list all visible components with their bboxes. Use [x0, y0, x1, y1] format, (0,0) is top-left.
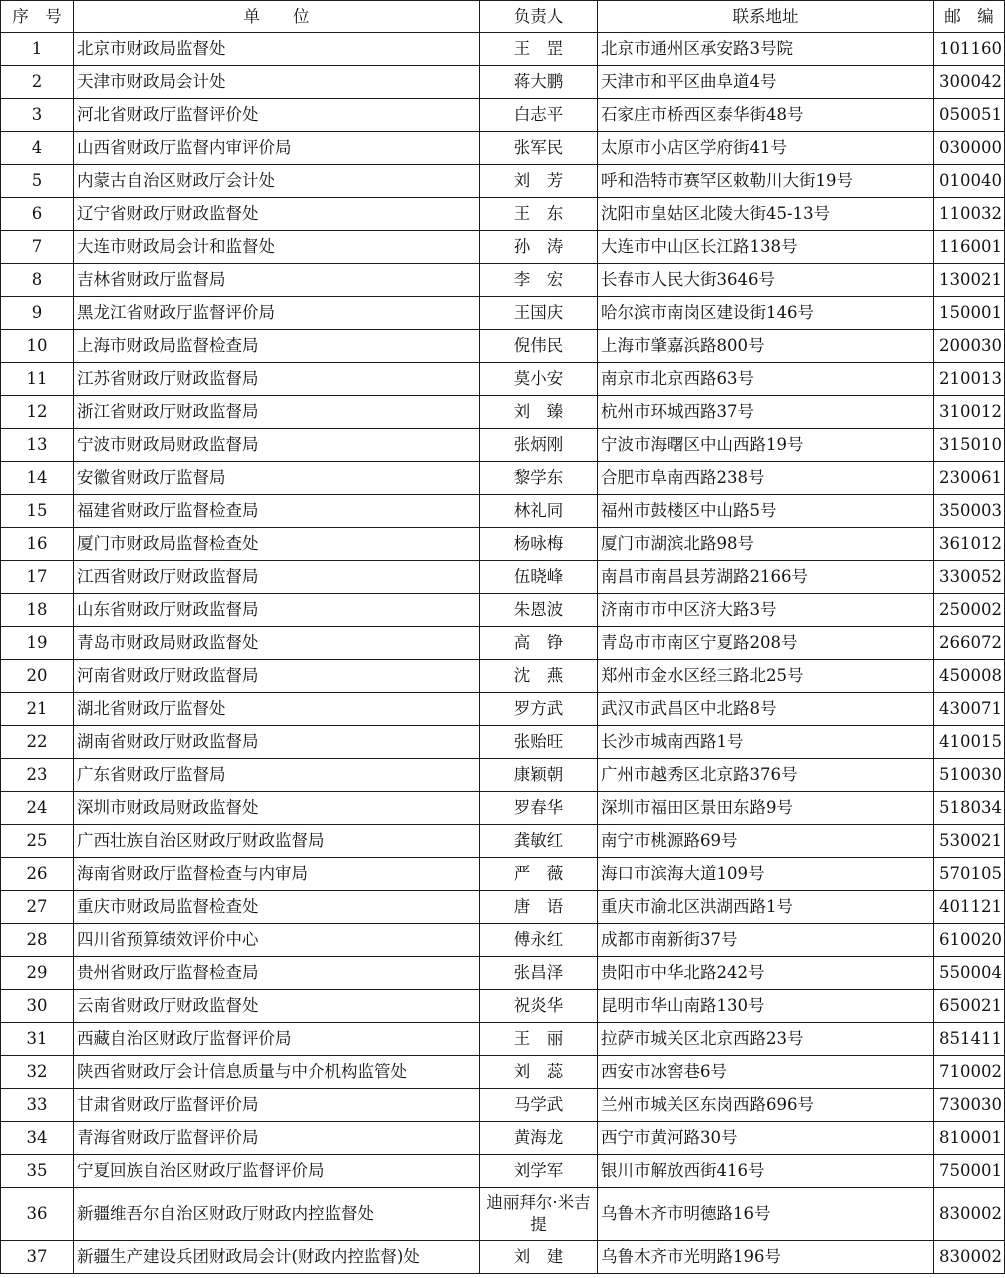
- row-person: 张军民: [480, 132, 598, 165]
- row-unit: 上海市财政局监督检查局: [74, 330, 480, 363]
- row-person: 蒋大鹏: [480, 66, 598, 99]
- table-row: [1, 396, 1005, 429]
- row-number: 1: [1, 33, 74, 66]
- row-unit: 青岛市财政局财政监督处: [74, 627, 480, 660]
- row-number: 26: [1, 858, 74, 891]
- table-row: [1, 693, 1005, 726]
- table-row: [1, 198, 1005, 231]
- table-row: [1, 528, 1005, 561]
- row-person: 张贻旺: [480, 726, 598, 759]
- table-row: [1, 1155, 1005, 1188]
- table-row: [1, 1023, 1005, 1056]
- row-unit: 河北省财政厅监督评价处: [74, 99, 480, 132]
- row-zip: 710002: [934, 1056, 1005, 1089]
- header-zip: 邮 编: [934, 1, 1005, 33]
- row-number: 29: [1, 957, 74, 990]
- row-zip: 518034: [934, 792, 1005, 825]
- row-person: 张昌泽: [480, 957, 598, 990]
- row-zip: 730030: [934, 1089, 1005, 1122]
- row-unit: 新疆生产建设兵团财政局会计(财政内控监督)处: [74, 1241, 480, 1274]
- table-row: [1, 264, 1005, 297]
- row-address: 南京市北京西路63号: [598, 363, 934, 396]
- row-number: 14: [1, 462, 74, 495]
- row-number: 27: [1, 891, 74, 924]
- row-number: 23: [1, 759, 74, 792]
- row-zip: 116001: [934, 231, 1005, 264]
- row-address: 北京市通州区承安路3号院: [598, 33, 934, 66]
- row-address: 乌鲁木齐市明德路16号: [598, 1188, 934, 1241]
- row-unit: 大连市财政局会计和监督处: [74, 231, 480, 264]
- row-person: 高 铮: [480, 627, 598, 660]
- row-number: 16: [1, 528, 74, 561]
- row-unit: 内蒙古自治区财政厅会计处: [74, 165, 480, 198]
- row-zip: 650021: [934, 990, 1005, 1023]
- row-number: 12: [1, 396, 74, 429]
- row-zip: 401121: [934, 891, 1005, 924]
- table-row: [1, 363, 1005, 396]
- row-zip: 350003: [934, 495, 1005, 528]
- row-unit: 北京市财政局监督处: [74, 33, 480, 66]
- row-address: 昆明市华山南路130号: [598, 990, 934, 1023]
- row-address: 乌鲁木齐市光明路196号: [598, 1241, 934, 1274]
- row-unit: 新疆维吾尔自治区财政厅财政内控监督处: [74, 1188, 480, 1241]
- row-unit: 海南省财政厅监督检查与内审局: [74, 858, 480, 891]
- table-row: [1, 759, 1005, 792]
- row-address: 天津市和平区曲阜道4号: [598, 66, 934, 99]
- row-number: 5: [1, 165, 74, 198]
- row-zip: 210013: [934, 363, 1005, 396]
- row-zip: 830002: [934, 1188, 1005, 1241]
- row-address: 哈尔滨市南岗区建设街146号: [598, 297, 934, 330]
- row-unit: 江苏省财政厅财政监督局: [74, 363, 480, 396]
- row-address: 拉萨市城关区北京西路23号: [598, 1023, 934, 1056]
- row-address: 青岛市市南区宁夏路208号: [598, 627, 934, 660]
- row-address: 西宁市黄河路30号: [598, 1122, 934, 1155]
- row-unit: 福建省财政厅监督检查局: [74, 495, 480, 528]
- table-row: [1, 990, 1005, 1023]
- row-person: 朱恩波: [480, 594, 598, 627]
- row-address: 长春市人民大街3646号: [598, 264, 934, 297]
- row-unit: 湖南省财政厅财政监督局: [74, 726, 480, 759]
- row-unit: 山西省财政厅监督内审评价局: [74, 132, 480, 165]
- row-number: 36: [1, 1188, 74, 1241]
- table-row: [1, 1188, 1005, 1241]
- row-zip: 610020: [934, 924, 1005, 957]
- row-address: 石家庄市桥西区泰华街48号: [598, 99, 934, 132]
- row-unit: 云南省财政厅财政监督处: [74, 990, 480, 1023]
- table-row: [1, 462, 1005, 495]
- row-address: 济南市市中区济大路3号: [598, 594, 934, 627]
- table-row: [1, 1241, 1005, 1274]
- row-person: 林礼同: [480, 495, 598, 528]
- row-person: 黎学东: [480, 462, 598, 495]
- row-person: 马学武: [480, 1089, 598, 1122]
- table-row: [1, 1122, 1005, 1155]
- row-zip: 361012: [934, 528, 1005, 561]
- row-address: 兰州市城关区东岗西路696号: [598, 1089, 934, 1122]
- table-row: [1, 495, 1005, 528]
- header-address: 联系地址: [598, 1, 934, 33]
- row-unit: 安徽省财政厅监督局: [74, 462, 480, 495]
- row-zip: 130021: [934, 264, 1005, 297]
- table-row: [1, 891, 1005, 924]
- row-unit: 浙江省财政厅财政监督局: [74, 396, 480, 429]
- row-zip: 810001: [934, 1122, 1005, 1155]
- row-unit: 辽宁省财政厅财政监督处: [74, 198, 480, 231]
- row-address: 武汉市武昌区中北路8号: [598, 693, 934, 726]
- table-row: [1, 561, 1005, 594]
- row-zip: 330052: [934, 561, 1005, 594]
- row-address: 合肥市阜南西路238号: [598, 462, 934, 495]
- row-number: 28: [1, 924, 74, 957]
- header-person: 负责人: [480, 1, 598, 33]
- row-person: [480, 1188, 598, 1241]
- row-address: 南宁市桃源路69号: [598, 825, 934, 858]
- row-unit: 四川省预算绩效评价中心: [74, 924, 480, 957]
- row-person: 唐 语: [480, 891, 598, 924]
- table-row: [1, 33, 1005, 66]
- row-number: 18: [1, 594, 74, 627]
- row-zip: 851411: [934, 1023, 1005, 1056]
- row-person: 刘 臻: [480, 396, 598, 429]
- row-person: 李 宏: [480, 264, 598, 297]
- row-person: 祝炎华: [480, 990, 598, 1023]
- row-person: 王 罡: [480, 33, 598, 66]
- row-number: 4: [1, 132, 74, 165]
- row-unit: 深圳市财政局财政监督处: [74, 792, 480, 825]
- row-person: 倪伟民: [480, 330, 598, 363]
- row-zip: 300042: [934, 66, 1005, 99]
- row-address: 宁波市海曙区中山西路19号: [598, 429, 934, 462]
- row-number: 22: [1, 726, 74, 759]
- row-unit: 宁波市财政局财政监督局: [74, 429, 480, 462]
- row-person: 孙 涛: [480, 231, 598, 264]
- table-row: [1, 429, 1005, 462]
- row-unit: 陕西省财政厅会计信息质量与中介机构监管处: [74, 1056, 480, 1089]
- row-number: 32: [1, 1056, 74, 1089]
- row-number: 10: [1, 330, 74, 363]
- row-address: 西安市冰窖巷6号: [598, 1056, 934, 1089]
- row-person: 伍晓峰: [480, 561, 598, 594]
- table-row: [1, 231, 1005, 264]
- row-zip: 110032: [934, 198, 1005, 231]
- row-number: 9: [1, 297, 74, 330]
- table-row: [1, 792, 1005, 825]
- row-address: 海口市滨海大道109号: [598, 858, 934, 891]
- row-address: 沈阳市皇姑区北陵大街45-13号: [598, 198, 934, 231]
- row-number: 13: [1, 429, 74, 462]
- row-address: 郑州市金水区经三路北25号: [598, 660, 934, 693]
- row-zip: 310012: [934, 396, 1005, 429]
- row-zip: 200030: [934, 330, 1005, 363]
- table-row: [1, 858, 1005, 891]
- row-address: 上海市肇嘉浜路800号: [598, 330, 934, 363]
- row-unit: 西藏自治区财政厅监督评价局: [74, 1023, 480, 1056]
- table-row: [1, 660, 1005, 693]
- row-address: 长沙市城南西路1号: [598, 726, 934, 759]
- row-zip: 150001: [934, 297, 1005, 330]
- row-zip: 510030: [934, 759, 1005, 792]
- row-zip: 315010: [934, 429, 1005, 462]
- row-person-text: 迪丽拜尔·米吉提: [486, 1193, 591, 1234]
- header-no: 序 号: [1, 1, 74, 33]
- row-zip: 750001: [934, 1155, 1005, 1188]
- row-address: 银川市解放西街416号: [598, 1155, 934, 1188]
- row-unit: 贵州省财政厅监督检查局: [74, 957, 480, 990]
- row-zip: 101160: [934, 33, 1005, 66]
- row-person: 张炳刚: [480, 429, 598, 462]
- row-zip: 570105: [934, 858, 1005, 891]
- table-row: [1, 297, 1005, 330]
- row-number: 31: [1, 1023, 74, 1056]
- row-number: 37: [1, 1241, 74, 1274]
- row-person: 刘 芳: [480, 165, 598, 198]
- row-zip: 410015: [934, 726, 1005, 759]
- row-person: 龚敏红: [480, 825, 598, 858]
- table-row: [1, 1056, 1005, 1089]
- header-unit: 单 位: [74, 1, 480, 33]
- row-zip: 450008: [934, 660, 1005, 693]
- row-unit: 天津市财政局会计处: [74, 66, 480, 99]
- row-number: 20: [1, 660, 74, 693]
- row-person: 傅永红: [480, 924, 598, 957]
- row-unit: 河南省财政厅财政监督局: [74, 660, 480, 693]
- row-person: 沈 燕: [480, 660, 598, 693]
- row-unit: 重庆市财政局监督检查处: [74, 891, 480, 924]
- row-number: 24: [1, 792, 74, 825]
- row-person: 王 东: [480, 198, 598, 231]
- row-person: 王国庆: [480, 297, 598, 330]
- row-person: 黄海龙: [480, 1122, 598, 1155]
- row-unit: 吉林省财政厅监督局: [74, 264, 480, 297]
- row-unit: 广西壮族自治区财政厅财政监督局: [74, 825, 480, 858]
- row-zip: 010040: [934, 165, 1005, 198]
- row-zip: 830002: [934, 1241, 1005, 1274]
- row-person: 王 丽: [480, 1023, 598, 1056]
- row-unit: 宁夏回族自治区财政厅监督评价局: [74, 1155, 480, 1188]
- table-row: [1, 165, 1005, 198]
- row-person: 罗方武: [480, 693, 598, 726]
- row-person: 白志平: [480, 99, 598, 132]
- row-person: 罗春华: [480, 792, 598, 825]
- table-row: [1, 957, 1005, 990]
- row-address: 深圳市福田区景田东路9号: [598, 792, 934, 825]
- row-person: 康颖朝: [480, 759, 598, 792]
- table-row: [1, 825, 1005, 858]
- row-address: 福州市鼓楼区中山路5号: [598, 495, 934, 528]
- row-unit: 广东省财政厅监督局: [74, 759, 480, 792]
- row-number: 15: [1, 495, 74, 528]
- table-row: [1, 627, 1005, 660]
- row-address: 大连市中山区长江路138号: [598, 231, 934, 264]
- row-number: 6: [1, 198, 74, 231]
- row-number: 11: [1, 363, 74, 396]
- row-unit: 甘肃省财政厅监督评价局: [74, 1089, 480, 1122]
- row-number: 7: [1, 231, 74, 264]
- table-row: [1, 924, 1005, 957]
- row-unit: 湖北省财政厅监督处: [74, 693, 480, 726]
- row-unit: 山东省财政厅财政监督局: [74, 594, 480, 627]
- row-unit: 青海省财政厅监督评价局: [74, 1122, 480, 1155]
- row-unit: 厦门市财政局监督检查处: [74, 528, 480, 561]
- table-row: [1, 1089, 1005, 1122]
- row-address: 南昌市南昌县芳湖路2166号: [598, 561, 934, 594]
- row-zip: 550004: [934, 957, 1005, 990]
- table-row: [1, 132, 1005, 165]
- row-number: 34: [1, 1122, 74, 1155]
- row-address: 贵阳市中华北路242号: [598, 957, 934, 990]
- table-row: [1, 726, 1005, 759]
- table-row: [1, 66, 1005, 99]
- table-row: [1, 99, 1005, 132]
- row-number: 30: [1, 990, 74, 1023]
- row-number: 17: [1, 561, 74, 594]
- row-number: 33: [1, 1089, 74, 1122]
- row-person: 刘学军: [480, 1155, 598, 1188]
- row-person: 刘 蕊: [480, 1056, 598, 1089]
- row-person: 刘 建: [480, 1241, 598, 1274]
- row-person: 严 薇: [480, 858, 598, 891]
- table-row: [1, 594, 1005, 627]
- row-zip: 266072: [934, 627, 1005, 660]
- table-row: [1, 330, 1005, 363]
- row-zip: 250002: [934, 594, 1005, 627]
- row-address: 重庆市渝北区洪湖西路1号: [598, 891, 934, 924]
- row-zip: 050051: [934, 99, 1005, 132]
- header-row: [1, 1, 1005, 33]
- row-unit: 江西省财政厅财政监督局: [74, 561, 480, 594]
- row-number: 25: [1, 825, 74, 858]
- row-number: 8: [1, 264, 74, 297]
- row-person: 杨咏梅: [480, 528, 598, 561]
- row-zip: 430071: [934, 693, 1005, 726]
- row-unit: 黑龙江省财政厅监督评价局: [74, 297, 480, 330]
- row-address: 成都市南新街37号: [598, 924, 934, 957]
- row-address: 太原市小店区学府街41号: [598, 132, 934, 165]
- row-address: 杭州市环城西路37号: [598, 396, 934, 429]
- row-address: 呼和浩特市赛罕区敕勒川大街19号: [598, 165, 934, 198]
- row-number: 35: [1, 1155, 74, 1188]
- row-zip: 230061: [934, 462, 1005, 495]
- row-number: 2: [1, 66, 74, 99]
- row-number: 19: [1, 627, 74, 660]
- row-address: 厦门市湖滨北路98号: [598, 528, 934, 561]
- row-zip: 030000: [934, 132, 1005, 165]
- row-zip: 530021: [934, 825, 1005, 858]
- row-number: 21: [1, 693, 74, 726]
- row-address: 广州市越秀区北京路376号: [598, 759, 934, 792]
- row-person: 莫小安: [480, 363, 598, 396]
- row-number: 3: [1, 99, 74, 132]
